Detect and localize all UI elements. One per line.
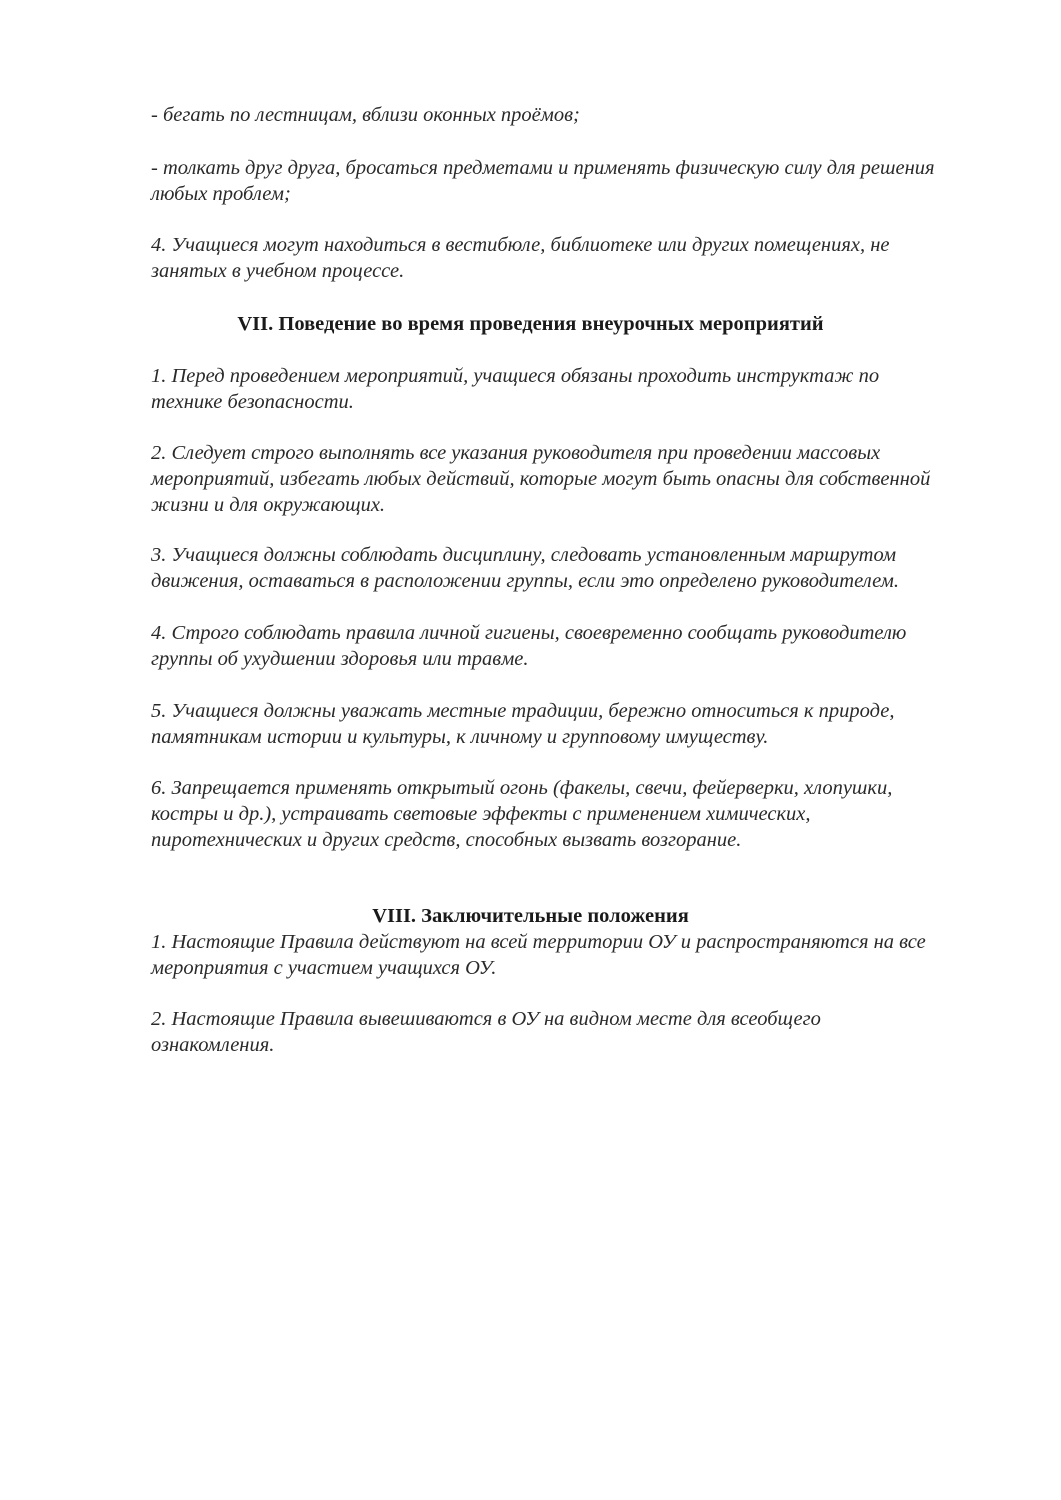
- section-7-item-2: 2. Следует строго выполнять все указания руководителя при проведении массовых мероприятий, избегать любых действий, которые могут быть опасны для собственной жизни и для окружающих.: [151, 442, 931, 516]
- section-7-item-1: 1. Перед проведением мероприятий, учащиеся обязаны проходить инструктаж по технике безопасности.: [151, 365, 880, 413]
- section-7-item-5: 5. Учащиеся должны уважать местные традиции, бережно относиться к природе, памятникам истории и культуры, к личному и групповому имуществу.: [151, 700, 895, 748]
- section-8-heading: VIII. Заключительные положения: [372, 905, 689, 927]
- paragraph-pushing-rule: - толкать друг друга, бросаться предметами и применять физическую силу для решения любых проблем;: [151, 157, 935, 205]
- paragraph-item-4-location: 4. Учащиеся могут находиться в вестибюле, библиотеке или других помещениях, не занятых в учебном процессе.: [151, 234, 890, 282]
- section-7-item-3: 3. Учащиеся должны соблюдать дисциплину, следовать установленным маршрутом движения, оставаться в расположении группы, если это определено руководителем.: [151, 544, 899, 592]
- paragraph-stairs-rule: - бегать по лестницам, вблизи оконных проёмов;: [151, 104, 580, 126]
- section-8-item-2: 2. Настоящие Правила вывешиваются в ОУ на видном месте для всеобщего ознакомления.: [151, 1008, 821, 1056]
- section-8-item-1: 1. Настоящие Правила действуют на всей территории ОУ и распространяются на все мероприятия с участием учащихся ОУ.: [151, 931, 926, 979]
- section-7-item-6: 6. Запрещается применять открытый огонь (факелы, свечи, фейерверки, хлопушки, костры и др.), устраивать световые эффекты с применением химических, пиротехнических и других средств, способных вызвать возгорание.: [151, 777, 893, 851]
- section-7-item-4: 4. Строго соблюдать правила личной гигиены, своевременно сообщать руководителю группы об ухудшении здоровья или травме.: [151, 622, 907, 670]
- section-7-heading: VII. Поведение во время проведения внеурочных мероприятий: [237, 313, 824, 335]
